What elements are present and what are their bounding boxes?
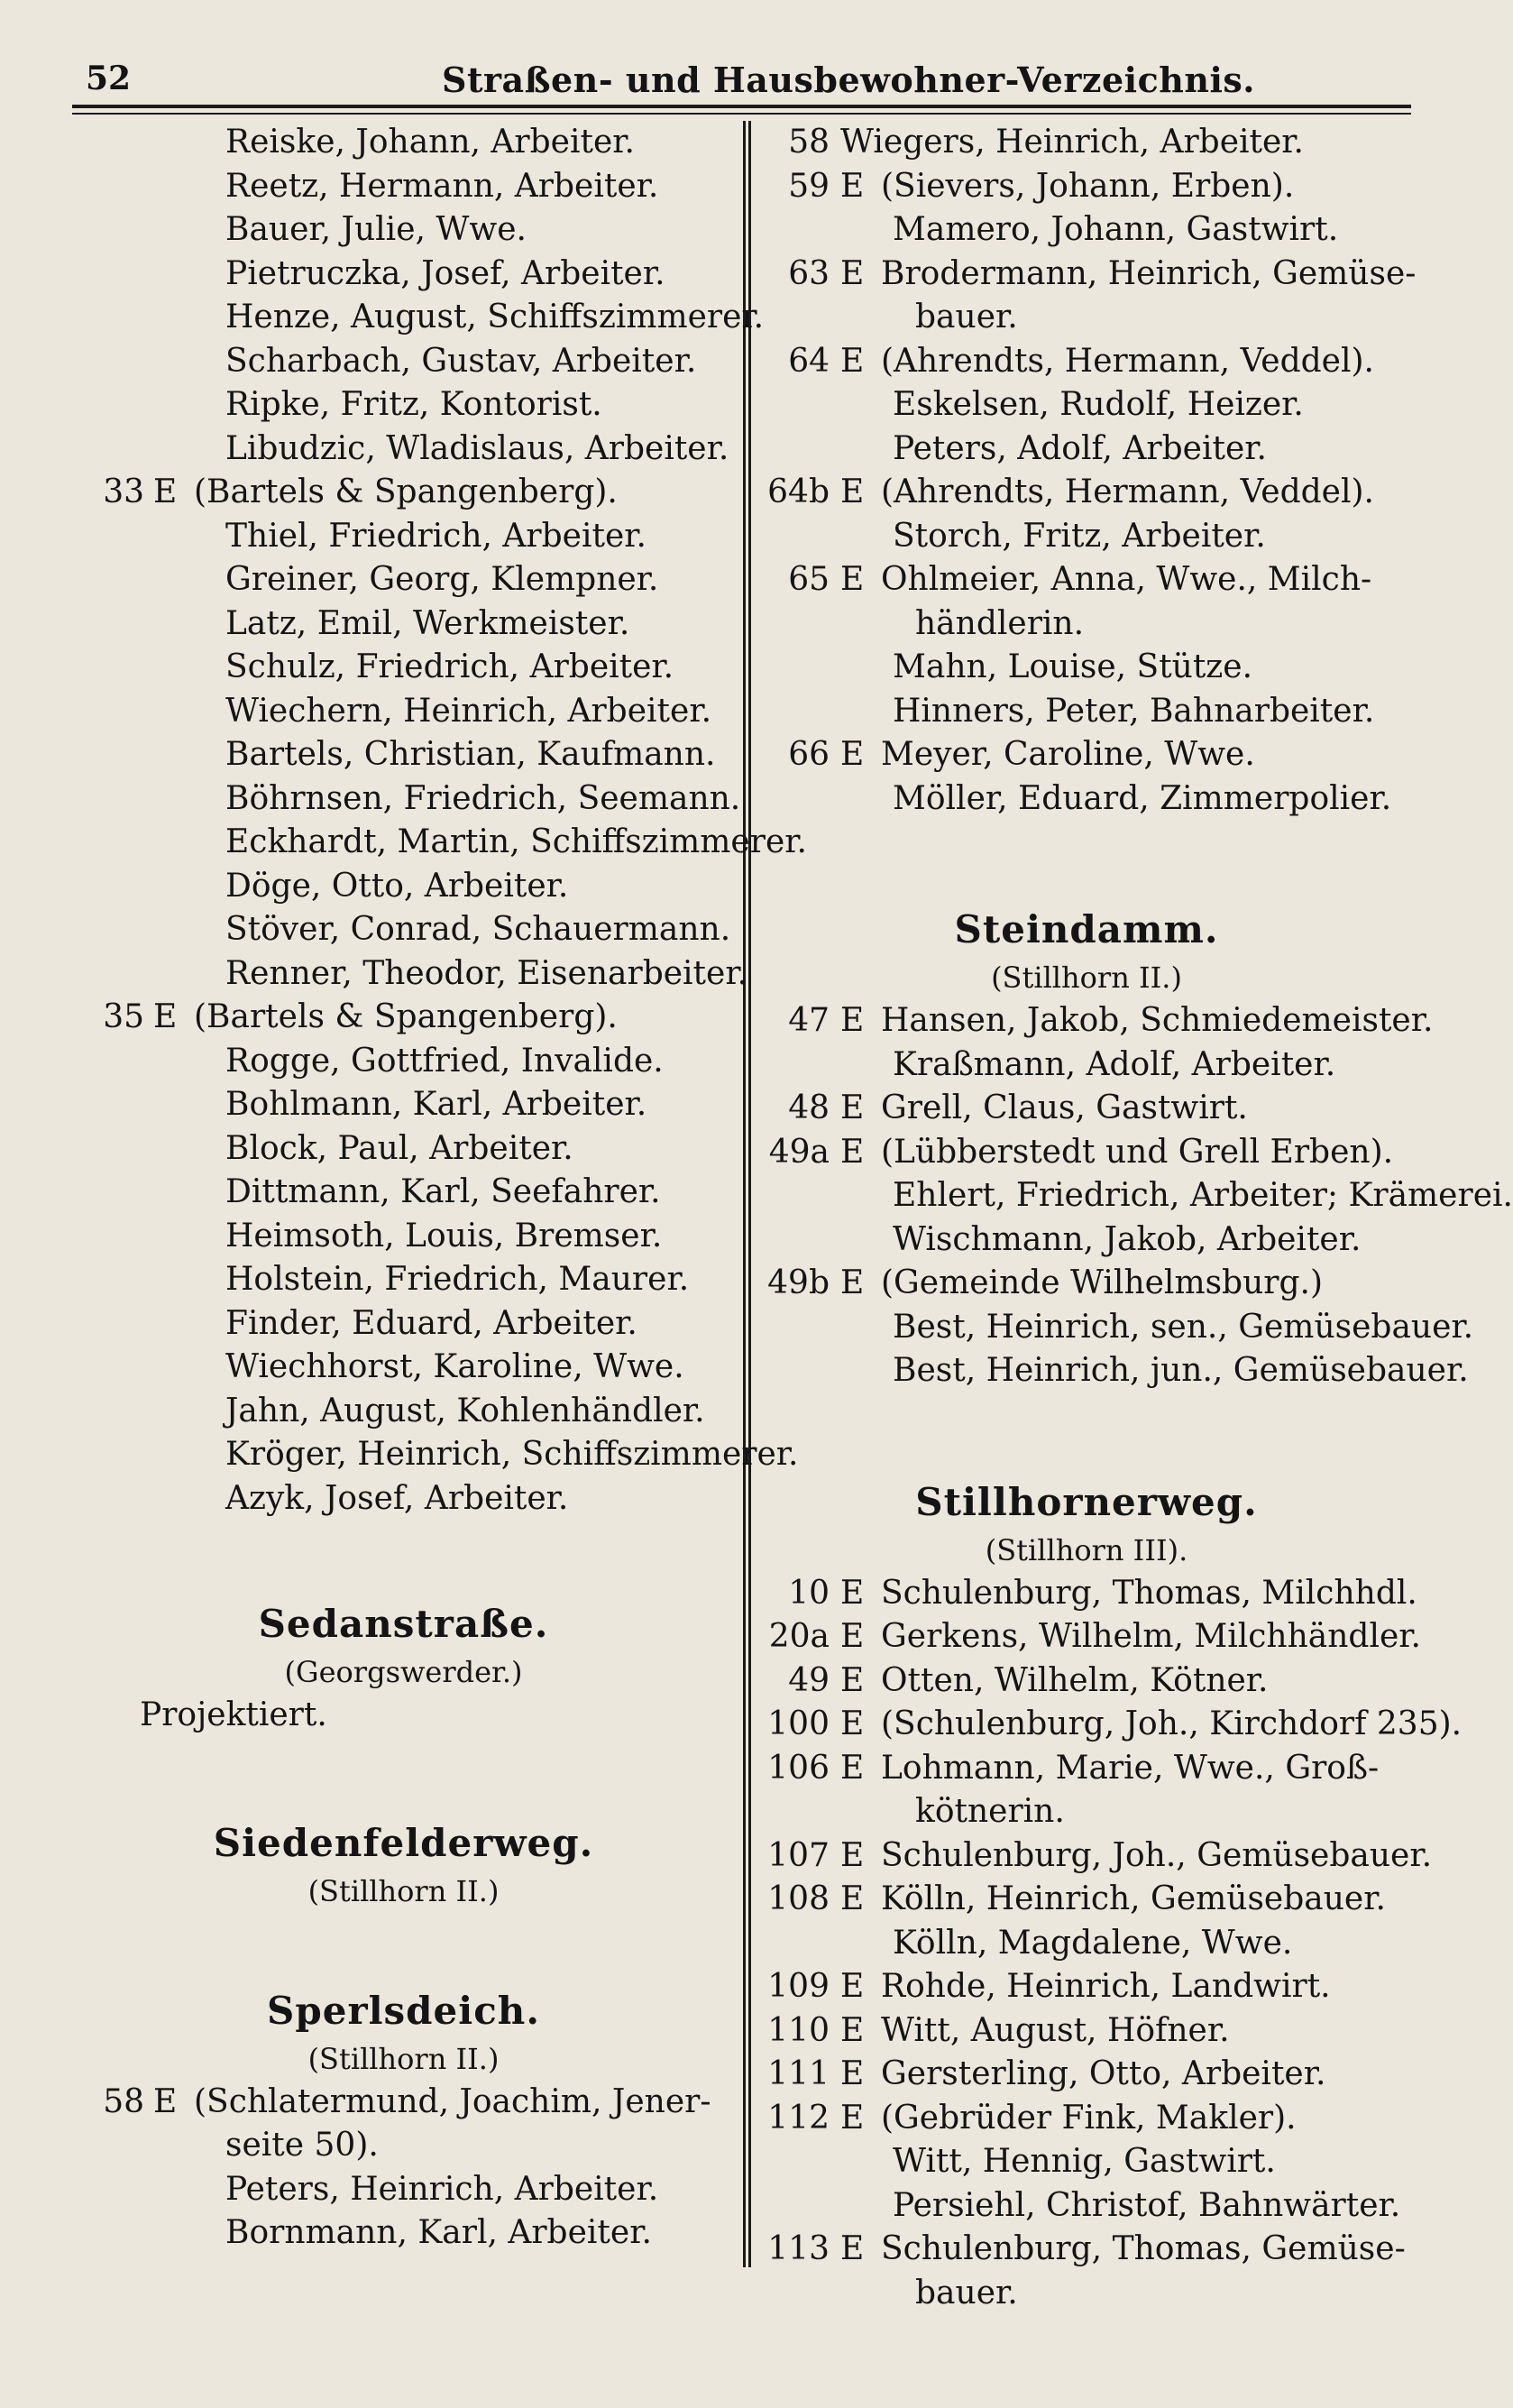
house-number: 112 — [767, 2099, 830, 2137]
house-entry — [753, 2097, 1420, 2141]
owner-name: Gerkens, Wilhelm, Milchhändler. — [881, 1618, 1421, 1655]
steindamm-list — [753, 999, 1513, 1393]
house-number: 110 — [767, 2011, 830, 2049]
resident-name: Kraßmann, Adolf, Arbeiter. — [893, 1045, 1336, 1083]
owner-marker: E — [840, 736, 865, 773]
owner-name: Witt, August, Höfner. — [881, 2011, 1230, 2049]
owner-name: (Ahrendts, Hermann, Veddel). — [881, 342, 1374, 380]
owner-name: (Lübberstedt und Grell Erben). — [881, 1133, 1394, 1171]
right-column — [753, 121, 1513, 2315]
district-label: (Stillhorn II.) — [307, 2041, 500, 2076]
resident-line: Rogge, Gottfried, Invalide. — [225, 1042, 664, 1080]
resident-line: Wiechhorst, Karoline, Wwe. — [225, 1348, 684, 1385]
owner-name: (Ahrendts, Hermann, Veddel). — [881, 473, 1374, 510]
owner-marker: E — [840, 1836, 865, 1874]
resident-line: Thiel, Friedrich, Arbeiter. — [225, 517, 646, 555]
resident-line: Block, Paul, Arbeiter. — [225, 1129, 573, 1167]
resident-line: Storch, Fritz, Arbeiter. — [893, 517, 1266, 555]
owner-name: Schulenburg, Thomas, Gemüse- — [881, 2230, 1406, 2267]
stillhornerweg-list — [753, 1572, 1463, 2316]
running-title: Straßen- und Hausbewohner-Verzeichnis. — [442, 60, 1256, 100]
house-entry — [753, 2228, 1420, 2272]
house-number: 35 — [103, 998, 144, 1035]
resident-line — [753, 1790, 1420, 1834]
house-entry-65 — [753, 558, 1420, 602]
resident-name: Persiehl, Christof, Bahnwärter. — [893, 2186, 1401, 2224]
resident-line — [753, 1349, 1469, 1393]
resident-line: Wiechern, Heinrich, Arbeiter. — [225, 692, 712, 730]
house-number: 47 — [788, 1002, 830, 1039]
section-gap — [753, 1393, 1420, 1476]
list-item: Pietruczka, Josef, Arbeiter. — [225, 254, 665, 292]
resident-line: Mamero, Johann, Gastwirt. — [893, 211, 1339, 248]
house-entry-58 — [753, 121, 1420, 165]
house-entry — [753, 2053, 1420, 2097]
house-number: 33 — [103, 473, 144, 510]
resident-name: Witt, Hennig, Gastwirt. — [893, 2143, 1276, 2180]
owner-marker: E — [840, 1968, 865, 2005]
house-entry — [753, 1703, 1463, 1747]
resident-line: Peters, Heinrich, Arbeiter. — [225, 2170, 659, 2208]
resident-line — [753, 1043, 1420, 1088]
header-rule-thin — [72, 113, 1411, 115]
house-number: 113 — [767, 2230, 830, 2267]
house-number: 109 — [767, 1968, 830, 2005]
owner-name: Meyer, Caroline, Wwe. — [881, 736, 1255, 773]
resident-line: Döge, Otto, Arbeiter. — [225, 867, 569, 905]
house-entry-33 — [72, 471, 735, 515]
resident-line: Greiner, Georg, Klempner. — [225, 561, 659, 598]
owner-marker: E — [840, 167, 865, 205]
house-number: 63 — [788, 254, 830, 292]
owner-marker: E — [840, 1574, 865, 1612]
header-rule-thick — [72, 105, 1411, 108]
house-entry — [753, 1965, 1420, 2009]
owner-continuation: seite 50). — [225, 2127, 379, 2164]
resident-line: Hinners, Peter, Bahnarbeiter. — [893, 692, 1375, 730]
street-heading-sperlsdeich: Sperlsdeich. — [267, 1988, 540, 2033]
owner-name: (Bartels & Spangenberg). — [194, 473, 618, 510]
owner-name: (Schlatermund, Joachim, Jener- — [194, 2082, 711, 2120]
owner-name: Ohlmeier, Anna, Wwe., Milch- — [881, 561, 1372, 598]
resident-line — [753, 1218, 1420, 1263]
resident-name: Ehlert, Friedrich, Arbeiter; Krämerei. — [893, 1177, 1513, 1214]
resident-line: Bornmann, Karl, Arbeiter. — [225, 2214, 652, 2251]
owner-marker: E — [840, 1264, 865, 1301]
owner-name: Brodermann, Heinrich, Gemüse- — [881, 254, 1417, 292]
house-entry — [753, 999, 1434, 1043]
section-gap — [72, 1913, 735, 1985]
list-item: Libudzic, Wladislaus, Arbeiter. — [225, 429, 729, 467]
house-entry-59 — [753, 165, 1420, 209]
house-number: 107 — [767, 1836, 830, 1874]
owner-marker: E — [840, 1705, 865, 1742]
owner-continuation: händlerin. — [915, 604, 1085, 642]
owner-marker: E — [840, 2230, 865, 2267]
house-entry-66 — [753, 733, 1420, 777]
section-gap — [753, 821, 1420, 904]
owner-name: (Bartels & Spangenberg). — [194, 998, 618, 1035]
house-entry-63 — [753, 253, 1420, 297]
resident-line — [753, 2140, 1420, 2184]
street-heading-stillhornerweg: Stillhornerweg. — [915, 1479, 1258, 1524]
house-entry-64 — [753, 340, 1420, 384]
resident-line: Stöver, Conrad, Schauermann. — [225, 911, 731, 948]
house-entry — [753, 1747, 1420, 1791]
resident-name: Best, Heinrich, sen., Gemüsebauer. — [893, 1308, 1474, 1346]
owner-name: Grell, Claus, Gastwirt. — [881, 1089, 1248, 1126]
section-gap — [72, 1738, 735, 1817]
resident-line: Böhrnsen, Friedrich, Seemann. — [225, 779, 741, 817]
owner-marker: E — [840, 254, 865, 292]
resident-line: Heimsoth, Louis, Bremser. — [225, 1217, 663, 1255]
resident-line: Dittmann, Karl, Seefahrer. — [225, 1173, 661, 1210]
house-number: 65 — [788, 561, 830, 598]
owner-name: Kölln, Heinrich, Gemüsebauer. — [881, 1880, 1386, 1917]
owner-name: Otten, Wilhelm, Kötner. — [881, 1661, 1269, 1699]
list-item: Reiske, Johann, Arbeiter. — [225, 124, 635, 161]
resident-line: Möller, Eduard, Zimmerpolier. — [893, 779, 1392, 817]
list-item: Bauer, Julie, Wwe. — [225, 211, 527, 248]
resident-line: Peters, Adolf, Arbeiter. — [893, 429, 1267, 467]
house-number: 48 — [788, 1089, 830, 1126]
house-number: 66 — [788, 736, 830, 773]
house-entry — [753, 1834, 1433, 1879]
house-entry — [753, 1087, 1420, 1131]
resident-name: Kölln, Magdalene, Wwe. — [893, 1924, 1293, 1962]
resident-line: Mahn, Louise, Stütze. — [893, 648, 1253, 685]
list-item: Reetz, Hermann, Arbeiter. — [225, 167, 659, 205]
street-heading-steindamm: Steindamm. — [954, 907, 1219, 951]
owner-name: Lohmann, Marie, Wwe., Groß- — [881, 1749, 1380, 1787]
street-heading-siedenfelderweg: Siedenfelderweg. — [213, 1820, 594, 1865]
house-number: 64 — [788, 342, 830, 380]
owner-marker: E — [840, 2055, 865, 2092]
house-number: 58 — [788, 124, 830, 161]
owner-marker: E — [840, 1133, 865, 1171]
house-entry-35 — [72, 996, 735, 1040]
house-entry-64b — [753, 471, 1420, 515]
owner-marker: E — [840, 1089, 865, 1126]
resident-line: Eskelsen, Rudolf, Heizer. — [893, 386, 1304, 423]
resident-line — [753, 1174, 1513, 1218]
owner-marker: E — [153, 473, 178, 510]
resident-line: Schulz, Friedrich, Arbeiter. — [225, 648, 674, 685]
resident-name: kötnerin. — [915, 1793, 1065, 1830]
owner-continuation: bauer. — [915, 299, 1018, 335]
house-entry-58 — [72, 2081, 735, 2125]
note-line: Projektiert. — [140, 1696, 327, 1733]
house-entry — [753, 1131, 1420, 1175]
owner-name: (Gebrüder Fink, Makler). — [881, 2099, 1297, 2137]
owner-name: (Schulenburg, Joh., Kirchdorf 235). — [881, 1705, 1463, 1742]
column-divider — [743, 121, 746, 2267]
house-number: 111 — [767, 2055, 830, 2092]
owner-name: (Gemeinde Wilhelmsburg.) — [881, 1264, 1324, 1301]
resident-name: Wiegers, Heinrich, Arbeiter. — [840, 124, 1305, 161]
resident-line: Bartels, Christian, Kaufmann. — [225, 736, 716, 773]
owner-marker: E — [840, 2099, 865, 2137]
resident-line: Holstein, Friedrich, Maurer. — [225, 1261, 690, 1298]
owner-marker: E — [153, 998, 178, 1035]
house-entry — [753, 1659, 1420, 1704]
district-label: (Georgswerder.) — [284, 1655, 523, 1689]
house-number: 106 — [767, 1749, 830, 1787]
owner-marker: E — [153, 2082, 178, 2120]
owner-marker: E — [840, 1880, 865, 1917]
page-header — [86, 54, 1407, 105]
owner-name: Schulenburg, Joh., Gemüsebauer. — [881, 1836, 1433, 1874]
resident-line: Azyk, Josef, Arbeiter. — [225, 1479, 569, 1517]
house-number: 108 — [767, 1880, 830, 1917]
list-item: Ripke, Fritz, Kontorist. — [225, 386, 602, 423]
district-label: (Stillhorn II.) — [991, 960, 1182, 995]
list-item: Henze, August, Schiffszimmerer. — [225, 299, 765, 335]
owner-marker: E — [840, 2011, 865, 2049]
district-label: (Stillhorn III). — [985, 1532, 1188, 1567]
house-number: 49b — [767, 1264, 830, 1301]
resident-name: Wischmann, Jakob, Arbeiter. — [893, 1220, 1362, 1258]
resident-line: Kröger, Heinrich, Schiffszimmerer. — [225, 1436, 799, 1473]
owner-marker: E — [840, 1749, 865, 1787]
resident-line: Jahn, August, Kohlenhändler. — [225, 1392, 705, 1429]
resident-line — [753, 2184, 1420, 2229]
house-entry — [753, 1615, 1420, 1659]
house-number: 10 — [788, 1574, 830, 1612]
owner-marker: E — [840, 561, 865, 598]
house-entry — [753, 1878, 1420, 1922]
house-entry — [753, 1262, 1420, 1306]
house-number: 49a — [768, 1133, 830, 1171]
house-number: 58 — [103, 2082, 144, 2120]
resident-line: Eckhardt, Martin, Schiffszimmerer. — [225, 823, 807, 860]
resident-name: bauer. — [915, 2274, 1018, 2311]
house-entry — [753, 2009, 1420, 2054]
section-gap — [72, 1521, 735, 1598]
owner-name: Schulenburg, Thomas, Milchhdl. — [881, 1574, 1417, 1612]
resident-line: Bohlmann, Karl, Arbeiter. — [225, 1086, 647, 1123]
house-number: 59 — [788, 167, 830, 205]
resident-name: Best, Heinrich, jun., Gemüsebauer. — [893, 1352, 1469, 1389]
page-number: 52 — [86, 60, 132, 97]
resident-line: Latz, Emil, Werkmeister. — [225, 604, 630, 642]
owner-name: (Sievers, Johann, Erben). — [881, 167, 1295, 205]
owner-marker: E — [840, 1002, 865, 1039]
owner-marker: E — [840, 1661, 865, 1699]
resident-line — [753, 1306, 1474, 1350]
house-entry — [753, 1572, 1420, 1616]
owner-marker: E — [840, 342, 865, 380]
owner-marker: E — [840, 1618, 865, 1655]
column-divider — [748, 121, 751, 2267]
street-heading-sedanstrasse: Sedanstraße. — [258, 1602, 549, 1646]
house-number: 64b — [767, 473, 830, 510]
house-number: 100 — [767, 1705, 830, 1742]
owner-name: Gersterling, Otto, Arbeiter. — [881, 2055, 1326, 2092]
owner-marker: E — [840, 473, 865, 510]
owner-name: Hansen, Jakob, Schmiedemeister. — [881, 1002, 1434, 1039]
list-item: Scharbach, Gustav, Arbeiter. — [225, 342, 697, 380]
district-label: (Stillhorn II.) — [307, 1873, 500, 1908]
resident-line — [753, 2272, 1420, 2316]
house-number: 20a — [768, 1618, 830, 1655]
owner-name: Rohde, Heinrich, Landwirt. — [881, 1968, 1331, 2005]
house-number: 49 — [788, 1661, 830, 1699]
resident-line — [753, 1922, 1420, 1966]
resident-line: Finder, Eduard, Arbeiter. — [225, 1304, 637, 1342]
resident-line: Renner, Theodor, Eisenarbeiter. — [225, 954, 748, 992]
